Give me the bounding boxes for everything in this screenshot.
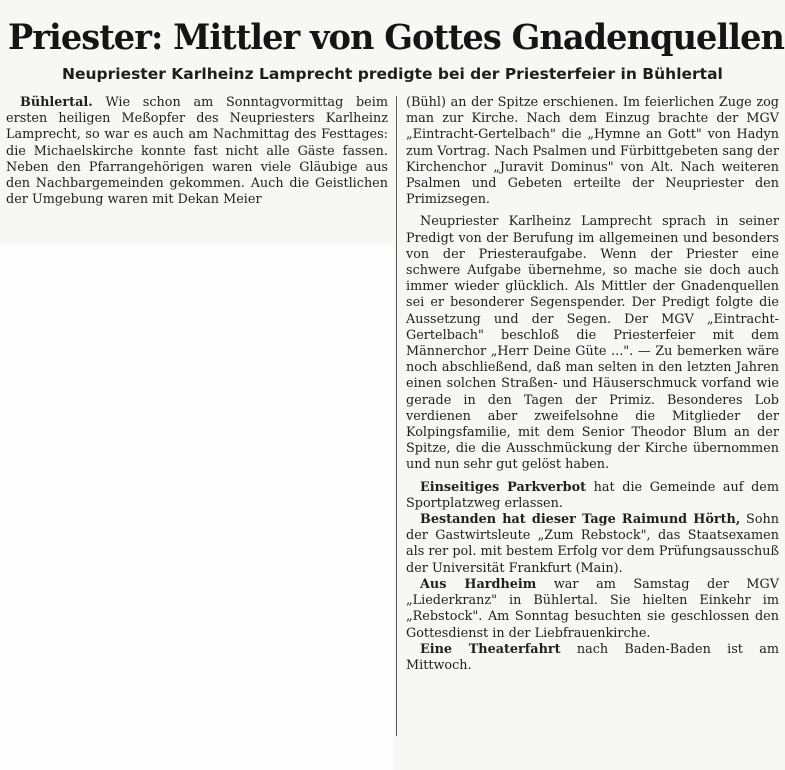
left-column-text: Wie schon am Sonntagvormittag beim ersten heiligen Meßopfer des Neupriesters Karlheinz Lamprecht, so war es auch am Nachmittag des Festtages: die Michaelskirche konnte fast nicht alle Gäste fassen. Neben den Pfarrangehörigen waren viele Gläubige aus den Nachbargemeinden gekommen. Auch die Geistlichen der Umgebung waren mit Dekan Meier: [6, 95, 388, 208]
local-note: [406, 480, 779, 512]
blank-area: [0, 245, 394, 770]
article-subheadline: Neupriester Karlheinz Lamprecht predigte bei der Priesterfeier in Bühlertal: [62, 65, 723, 83]
local-note: [406, 577, 779, 642]
note-lead: Bestanden hat dieser Tage Raimund Hörth,: [420, 512, 741, 528]
note-lead: Aus Hardheim: [420, 576, 537, 592]
note-text: hat die Gemeinde auf dem Sportplatzweg erlassen.: [406, 479, 779, 511]
article-headline: Priester: Mittler von Gottes Gnadenquellen: [8, 17, 784, 58]
right-column-paragraph-2: Neupriester Karlheinz Lamprecht sprach in seiner Predigt von der Berufung im allgemeinen und besonders von der Priesteraufgabe. Wenn der Priester eine schwere Aufgabe übernehme, so mache sie doch auch immer wieder glücklich. Als Mittler der Gnadenquellen sei er besonderer Segenspender. Der Predigt folgte die Aussetzung und der Segen. Der MGV „Eintracht-Gertelbach" beschloß die Priesterfeier mit dem Männerchor „Herr Deine Güte ...". — Zu bemerken wäre noch abschließend, daß man selten in den letzten Jahren einen solchen Straßen- und Häuserschmuck vorfand wie gerade in den Tagen der Primiz. Besonderes Lob verdienen aber zweifelsohne die Mitglieder der Kolpingsfamilie, mit dem Senior Theodor Blum an der Spitze, die die Ausschmückung der Kirche übernommen und nun sehr gut gelöst haben.: [406, 214, 779, 473]
column-divider: [396, 96, 397, 736]
left-column-paragraph: [6, 95, 388, 208]
note-text: war am Samstag der MGV „Liederkranz" in Bühlertal. Sie hielten Einkehr im „Rebstock". Am Sonntag besuchten sie geschlossen den Gottesdienst in der Liebfrauenkirche.: [406, 576, 779, 641]
right-column-paragraph-1: (Bühl) an der Spitze erschienen. Im feierlichen Zuge zog man zur Kirche. Nach dem Einzug brachte der MGV „Eintracht-Gertelbach" die „Hymne an Gott" von Hadyn zum Vortrag. Nach Psalmen und Fürbittgebeten sang der Kirchenchor „Juravit Dominus" von Alt. Nach weiteren Psalmen und Gebeten erteilte der Neupriester den Primizsegen.: [406, 95, 779, 208]
note-text: nach Baden-Baden ist am Mittwoch.: [406, 641, 779, 673]
local-note: [406, 512, 779, 577]
right-column: [406, 95, 779, 674]
left-column: [6, 95, 388, 208]
note-lead: Einseitiges Parkverbot: [420, 479, 587, 495]
note-lead: Eine Theaterfahrt: [420, 641, 561, 657]
note-text: Sohn der Gastwirtsleute „Zum Rebstock", das Staatsexamen als rer pol. mit bestem Erfolg vor dem Prüfungsausschuß der Universität Frankfurt (Main).: [406, 512, 780, 576]
local-note: [406, 642, 779, 674]
dateline: Bühlertal.: [20, 95, 93, 110]
